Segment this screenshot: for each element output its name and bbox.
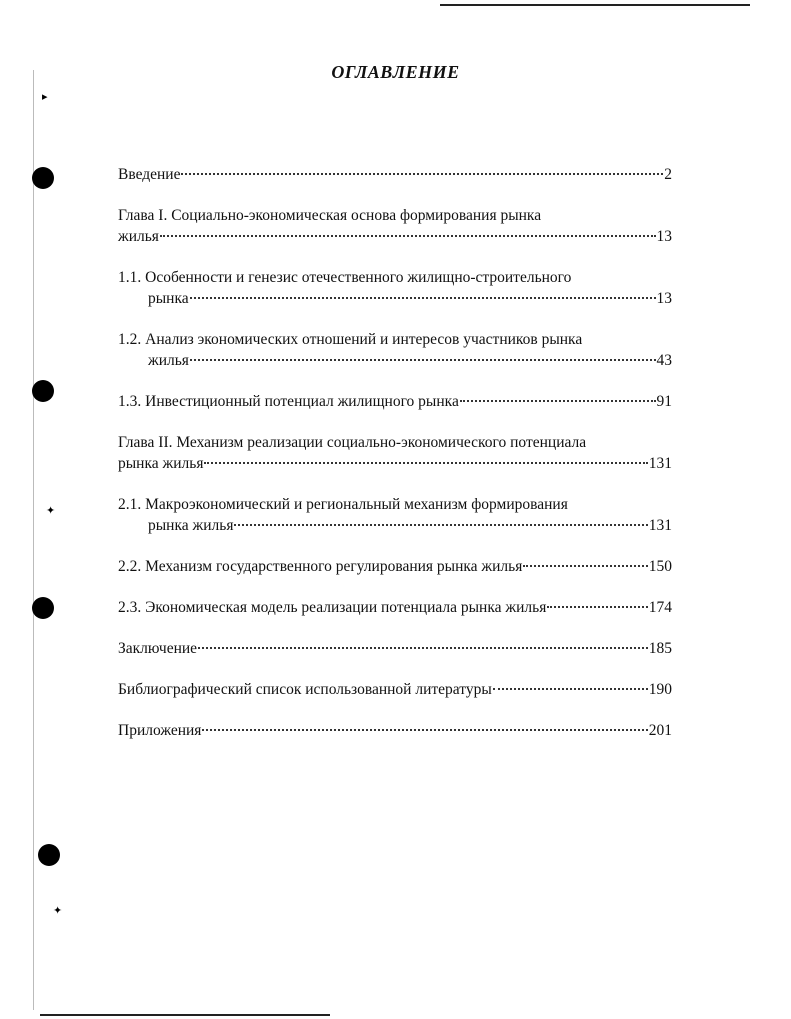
toc-entry-heading: 1.1. Особенности и генезис отечественного жилищно-строительного bbox=[118, 269, 572, 286]
toc-page-number: 201 bbox=[648, 722, 672, 739]
scan-speck: ▸ bbox=[42, 91, 48, 103]
scan-edge-left bbox=[33, 70, 34, 1010]
toc-entry-heading: Глава I. Социально-экономическая основа формирования рынка bbox=[118, 207, 542, 224]
toc-page-number: 2 bbox=[664, 166, 672, 183]
toc-page-number: 43 bbox=[656, 352, 672, 369]
toc-page-number: 185 bbox=[648, 640, 672, 657]
toc-entry-heading: Глава II. Механизм реализации социально-экономического потенциала bbox=[118, 434, 587, 451]
scan-edge-top bbox=[440, 4, 750, 6]
toc-page-number: 174 bbox=[648, 599, 672, 616]
toc-page-number: 91 bbox=[656, 393, 672, 410]
dot-leader bbox=[523, 565, 647, 567]
toc-entry-2-3 bbox=[118, 597, 672, 618]
punch-hole bbox=[32, 597, 54, 619]
toc-entry-1-3 bbox=[118, 391, 672, 412]
toc-page-number: 150 bbox=[648, 558, 672, 575]
table-of-contents bbox=[118, 164, 672, 761]
punch-hole bbox=[38, 844, 60, 866]
toc-entry-heading: 1.2. Анализ экономических отношений и интересов участников рынка bbox=[118, 331, 583, 348]
toc-entry-2-1 bbox=[118, 494, 672, 536]
toc-entry-appendices bbox=[118, 720, 672, 741]
scan-speck: ✦ bbox=[46, 505, 56, 517]
toc-page-number: 131 bbox=[648, 517, 672, 534]
toc-entry-text: Приложения bbox=[118, 722, 202, 739]
dot-leader bbox=[493, 688, 648, 690]
dot-leader bbox=[190, 297, 656, 299]
toc-entry-2-2 bbox=[118, 556, 672, 577]
toc-entry-text: рынка жилья bbox=[118, 455, 204, 472]
dot-leader bbox=[460, 400, 656, 402]
toc-entry-introduction bbox=[118, 164, 672, 185]
dot-leader bbox=[190, 359, 656, 361]
toc-entry-chapter-2 bbox=[118, 432, 672, 474]
toc-entry-heading: 2.1. Макроэкономический и региональный механизм формирования bbox=[118, 496, 568, 513]
toc-page-number: 190 bbox=[648, 681, 672, 698]
toc-entry-text: 2.3. Экономическая модель реализации потенциала рынка жилья bbox=[118, 599, 547, 616]
toc-entry-text: жилья bbox=[148, 352, 189, 369]
toc-entry-text: рынка жилья bbox=[148, 517, 234, 534]
toc-entry-1-1 bbox=[118, 267, 672, 309]
toc-page-number: 13 bbox=[656, 228, 672, 245]
dot-leader bbox=[547, 606, 647, 608]
toc-entry-conclusion bbox=[118, 638, 672, 659]
page-title: ОГЛАВЛЕНИЕ bbox=[331, 62, 460, 82]
toc-page-number: 13 bbox=[656, 290, 672, 307]
toc-entry-text: жилья bbox=[118, 228, 159, 245]
toc-entry-chapter-1 bbox=[118, 205, 672, 247]
toc-entry-text: рынка bbox=[148, 290, 189, 307]
punch-hole bbox=[32, 167, 54, 189]
dot-leader bbox=[234, 524, 647, 526]
toc-entry-bibliography bbox=[118, 679, 672, 700]
toc-page-number: 131 bbox=[648, 455, 672, 472]
toc-entry-text: Введение bbox=[118, 166, 181, 183]
toc-entry-1-2 bbox=[118, 329, 672, 371]
scan-speck: ✦ bbox=[53, 905, 63, 917]
dot-leader bbox=[202, 729, 647, 731]
dot-leader bbox=[198, 647, 648, 649]
dot-leader bbox=[204, 462, 647, 464]
scan-edge-bottom bbox=[40, 1014, 330, 1016]
toc-entry-text: 1.3. Инвестиционный потенциал жилищного рынка bbox=[118, 393, 459, 410]
toc-entry-text: Заключение bbox=[118, 640, 198, 657]
toc-entry-text: 2.2. Механизм государственного регулирования рынка жилья bbox=[118, 558, 523, 575]
toc-entry-text: Библиографический список использованной литературы bbox=[118, 681, 492, 698]
dot-leader bbox=[160, 235, 656, 237]
punch-hole bbox=[32, 380, 54, 402]
dot-leader bbox=[181, 173, 663, 175]
